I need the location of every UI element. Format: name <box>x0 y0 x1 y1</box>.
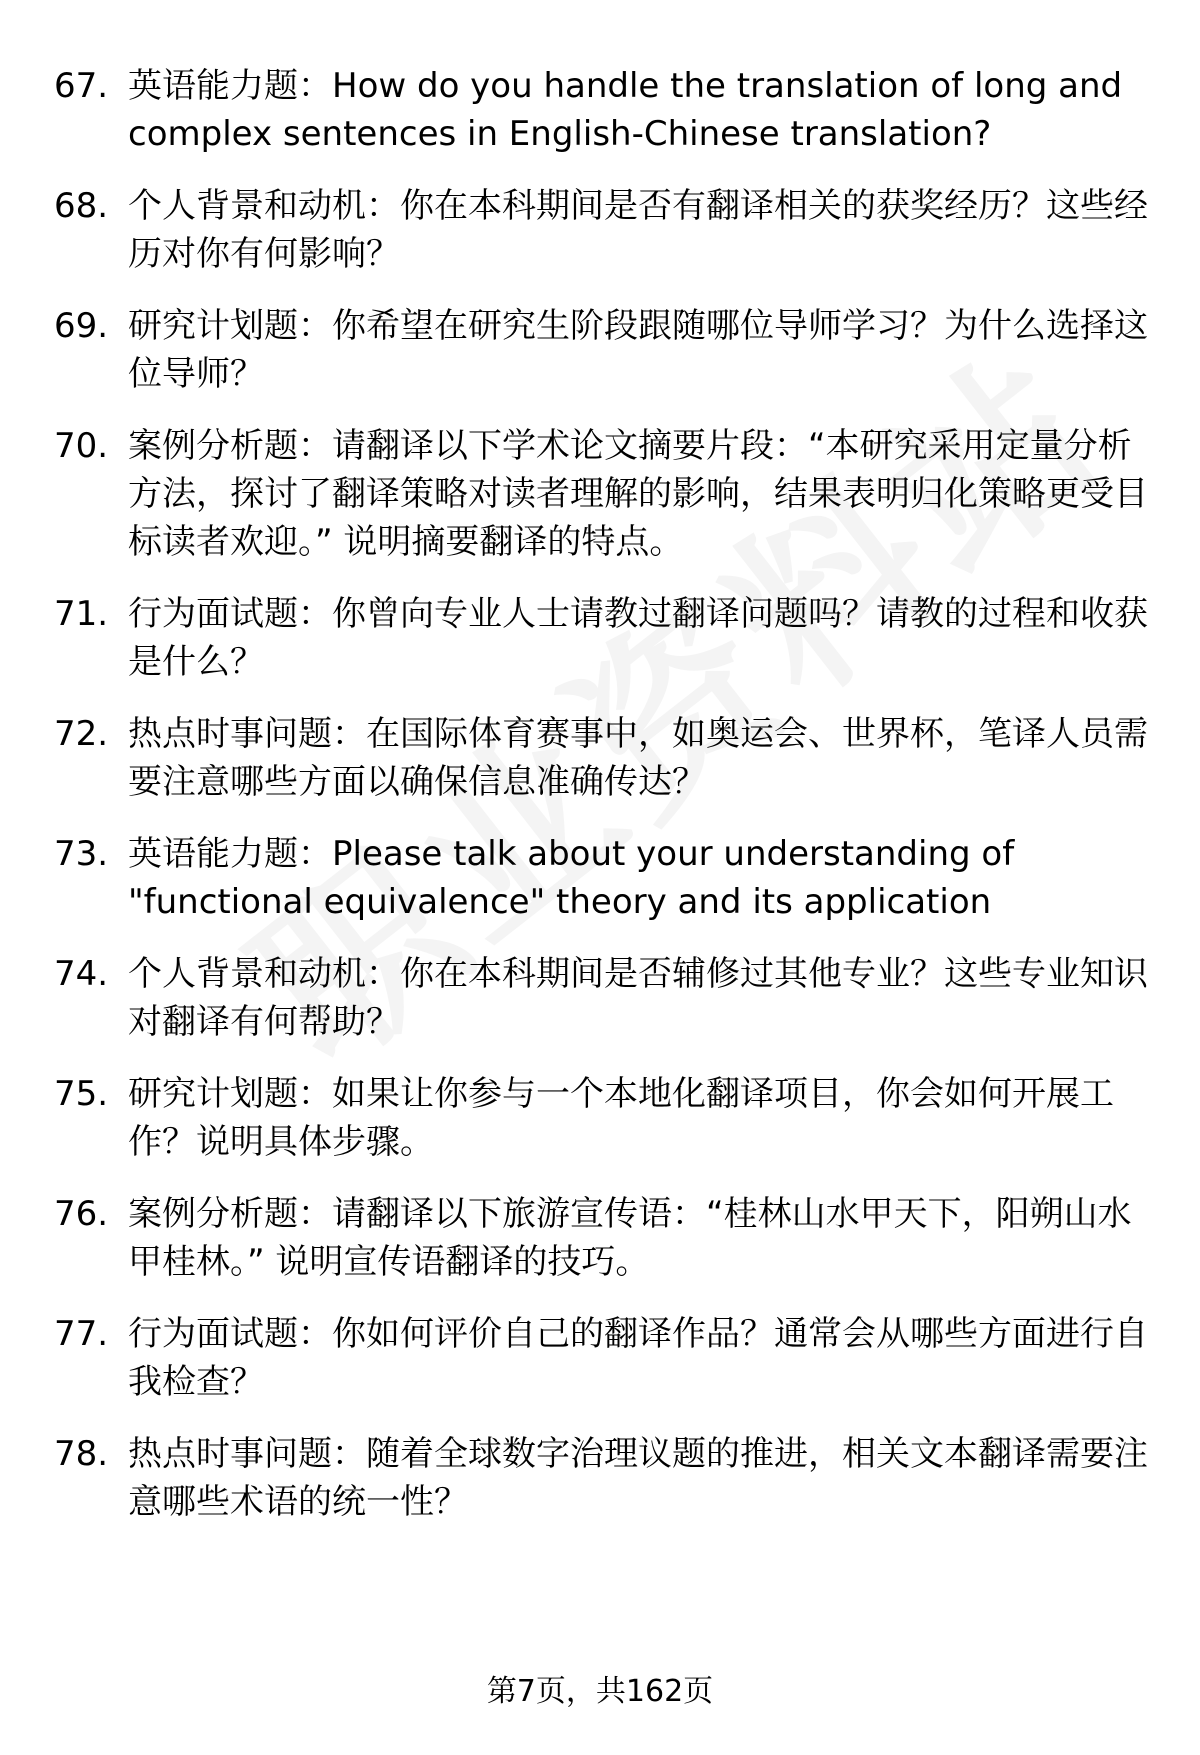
question-number: 74. <box>54 954 109 994</box>
question-number: 69. <box>54 306 109 346</box>
question-number: 71. <box>54 594 109 634</box>
question-number: 72. <box>54 714 109 754</box>
question-number: 77. <box>54 1314 109 1354</box>
question-number: 76. <box>54 1194 109 1234</box>
page-footer: 第7页，共162页 <box>486 1674 714 1709</box>
question-text: 个人背景和动机：你在本科期间是否辅修过其他专业？这些专业知识对翻译有何帮助？ <box>128 954 1148 1042</box>
question-text: 研究计划题：如果让你参与一个本地化翻译项目，你会如何开展工作？说明具体步骤。 <box>128 1074 1114 1162</box>
question-text: 行为面试题：你如何评价自己的翻译作品？通常会从哪些方面进行自我检查？ <box>128 1314 1148 1402</box>
question-number: 67. <box>54 66 109 106</box>
question-number: 73. <box>54 834 109 874</box>
question-text: 英语能力题：Please talk about your understanding of "functional equivalence" theory and its application <box>128 834 1015 922</box>
question-number: 75. <box>54 1074 109 1114</box>
question-text: 行为面试题：你曾向专业人士请教过翻译问题吗？请教的过程和收获是什么？ <box>128 594 1148 682</box>
question-number: 68. <box>54 186 109 226</box>
question-text: 案例分析题：请翻译以下旅游宣传语：“桂林山水甲天下，阳朔山水甲桂林。” 说明宣传语翻译的技巧。 <box>128 1194 1132 1282</box>
question-number: 70. <box>54 426 109 466</box>
question-text: 个人背景和动机：你在本科期间是否有翻译相关的获奖经历？这些经历对你有何影响？ <box>128 186 1148 274</box>
question-number: 78. <box>54 1434 109 1474</box>
question-text: 英语能力题：How do you handle the translation of long and complex sentences in English-Chinese translation? <box>128 66 1123 154</box>
question-text: 热点时事问题：随着全球数字治理议题的推进，相关文本翻译需要注意哪些术语的统一性？ <box>128 1434 1148 1522</box>
question-text: 研究计划题：你希望在研究生阶段跟随哪位导师学习？为什么选择这位导师？ <box>128 306 1148 394</box>
question-text: 热点时事问题：在国际体育赛事中，如奥运会、世界杯，笔译人员需要注意哪些方面以确保信息准确传达？ <box>128 714 1148 802</box>
question-text: 案例分析题：请翻译以下学术论文摘要片段：“本研究采用定量分析方法，探讨了翻译策略对读者理解的影响，结果表明归化策略更受目标读者欢迎。” 说明摘要翻译的特点。 <box>128 426 1148 562</box>
